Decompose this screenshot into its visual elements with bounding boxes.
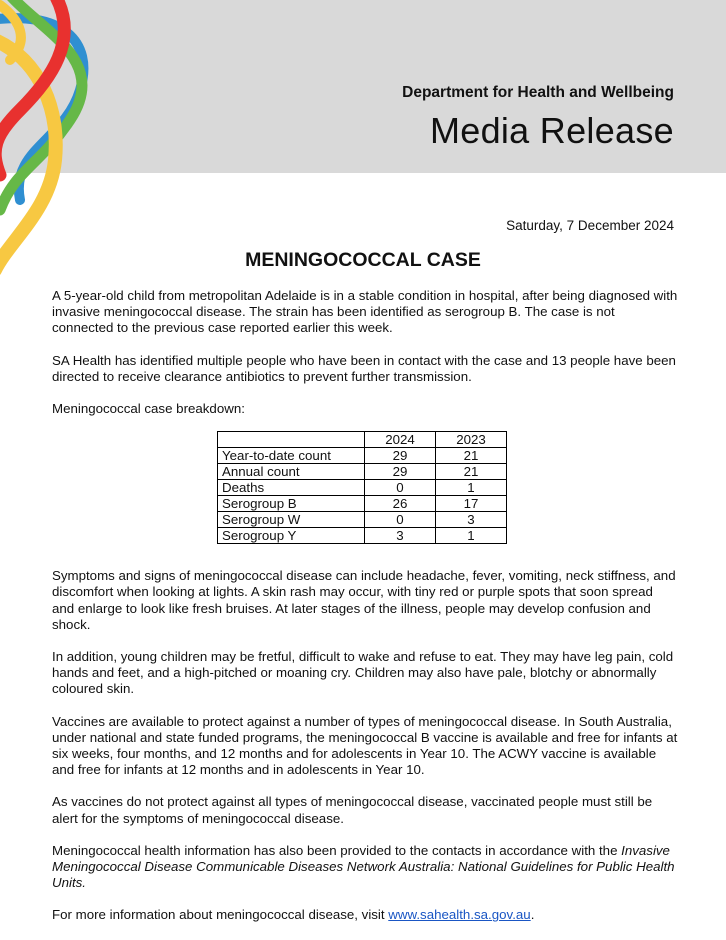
table-row: [218, 528, 507, 544]
table-header-cell: 2024: [365, 432, 436, 448]
value-2024: 26: [365, 496, 436, 512]
guidelines-text: Meningococcal health information has also been provided to the contacts in accordance with the: [52, 842, 622, 858]
row-label: Serogroup W: [218, 512, 365, 528]
paragraph-guidelines: [52, 843, 678, 892]
value-2024: 29: [365, 464, 436, 480]
paragraph-symptoms: Symptoms and signs of meningococcal disease can include headache, fever, vomiting, neck stiffness, and discomfort when looking at lights. A skin rash may occur, with tiny red or purple spots that soon spread and enlarge to look like fresh bruises. At later stages of the illness, people may develop confusion and shock.: [52, 568, 676, 632]
row-label: Year-to-date count: [218, 448, 365, 464]
row-label: Serogroup B: [218, 496, 365, 512]
ribbon-logo-graphic: [0, 0, 110, 290]
value-2023: 1: [436, 480, 507, 496]
table-header-row: [218, 432, 507, 448]
value-2024: 3: [365, 528, 436, 544]
release-date: Saturday, 7 December 2024: [506, 218, 674, 233]
release-body: [52, 288, 678, 940]
value-2024: 0: [365, 512, 436, 528]
value-2023: 3: [436, 512, 507, 528]
media-release-heading: Media Release: [429, 110, 674, 151]
department-name: Department for Health and Wellbeing: [402, 84, 674, 101]
table-header-cell: 2023: [436, 432, 507, 448]
table-row: [218, 496, 507, 512]
page-title: MENINGOCOCCAL CASE: [245, 249, 481, 271]
row-label: Annual count: [218, 464, 365, 480]
table-row: [218, 464, 507, 480]
paragraph-vaccinated-alert: As vaccines do not protect against all types of meningococcal disease, vaccinated people must still be alert for the symptoms of meningococcal disease.: [52, 794, 653, 826]
table-header-cell: [218, 432, 365, 448]
sahealth-link[interactable]: www.sahealth.sa.gov.au: [388, 907, 531, 923]
more-info-end: .: [530, 907, 535, 923]
case-breakdown-table: [217, 431, 507, 544]
value-2023: 1: [436, 528, 507, 544]
paragraph-more-info: [52, 907, 678, 923]
row-label: Serogroup Y: [218, 528, 365, 544]
table-row: [218, 512, 507, 528]
paragraph-breakdown-intro: Meningococcal case breakdown:: [52, 401, 245, 417]
paragraph-children: In addition, young children may be fretful, difficult to wake and refuse to eat. They may have leg pain, cold hands and feet, and a high-pitched or moaning cry. Children may also have pale, blotchy or abnormally coloured skin.: [52, 649, 674, 697]
table-row: [218, 448, 507, 464]
row-label: Deaths: [218, 480, 365, 496]
paragraph-vaccines: Vaccines are available to protect against a number of types of meningococcal disease. In South Australia, under national and state funded programs, the meningococcal B vaccine is available and free for infants at six weeks, four months, and 12 months and for adolescents in Year 10. The ACWY vaccine is available and free for infants at 12 months and in adolescents in Year 10.: [52, 713, 678, 778]
paragraph-contacts: SA Health has identified multiple people who have been in contact with the case and 13 people have been directed to receive clearance antibiotics to prevent further transmission.: [52, 352, 676, 384]
guidelines-title: Invasive Meningococcal Disease Communicable Diseases Network Australia: National Guidelines for Public Health Units.: [52, 842, 675, 891]
value-2023: 21: [436, 448, 507, 464]
value-2024: 29: [365, 448, 436, 464]
value-2024: 0: [365, 480, 436, 496]
value-2023: 21: [436, 464, 507, 480]
value-2023: 17: [436, 496, 507, 512]
table-row: [218, 480, 507, 496]
more-info-text: For more information about meningococcal disease, visit: [52, 907, 389, 923]
paragraph-case-summary: A 5-year-old child from metropolitan Adelaide is in a stable condition in hospital, after being diagnosed with invasive meningococcal disease. The strain has been identified as serogroup B. The case is not connected to the previous case reported earlier this week.: [52, 288, 678, 336]
